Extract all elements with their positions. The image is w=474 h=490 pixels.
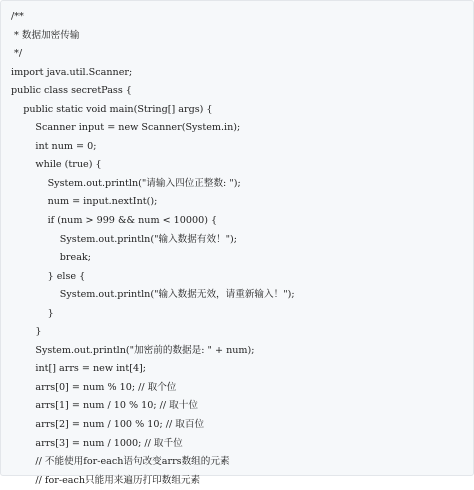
code-line-22: arrs[1] = num / 10 % 10; // 取十位: [11, 400, 198, 412]
code-line-21: arrs[0] = num % 10; // 取个位: [11, 381, 177, 393]
code-line-26: // for-each只能用来遍历打印数组元素: [11, 474, 201, 486]
code-line-9: while (true) {: [11, 159, 102, 171]
code-line-13: System.out.println("输入数据有效！");: [11, 233, 238, 245]
code-line-4: import java.util.Scanner;: [11, 66, 133, 78]
code-body: [11, 8, 469, 490]
code-line-3: */: [11, 48, 23, 60]
code-line-19: System.out.println("加密前的数据是: " + num);: [11, 344, 255, 356]
code-line-7: Scanner input = new Scanner(System.in);: [11, 122, 241, 134]
code-line-25: // 不能使用for-each语句改变arrs数组的元素: [11, 456, 230, 468]
code-line-14: break;: [11, 252, 91, 264]
code-line-18: }: [11, 326, 42, 338]
code-line-23: arrs[2] = num / 100 % 10; // 取百位: [11, 419, 205, 431]
code-line-24: arrs[3] = num / 1000; // 取千位: [11, 437, 183, 449]
code-line-6: public static void main(String[] args) {: [11, 103, 213, 115]
code-line-15: } else {: [11, 270, 86, 282]
code-line-1: /**: [11, 11, 24, 22]
code-line-5: public class secretPass {: [11, 85, 132, 97]
code-line-8: int num = 0;: [11, 140, 97, 152]
code-line-2: * 数据加密传输: [11, 29, 80, 41]
code-line-20: int[] arrs = new int[4];: [11, 363, 147, 375]
code-line-17: }: [11, 307, 54, 319]
code-line-12: if (num > 999 && num < 10000) {: [11, 215, 218, 227]
code-line-11: num = input.nextInt();: [11, 196, 158, 208]
code-line-10: System.out.println("请输入四位正整数: ");: [11, 177, 241, 189]
code-line-16: System.out.println("输入数据无效，请重新输入！");: [11, 289, 295, 301]
